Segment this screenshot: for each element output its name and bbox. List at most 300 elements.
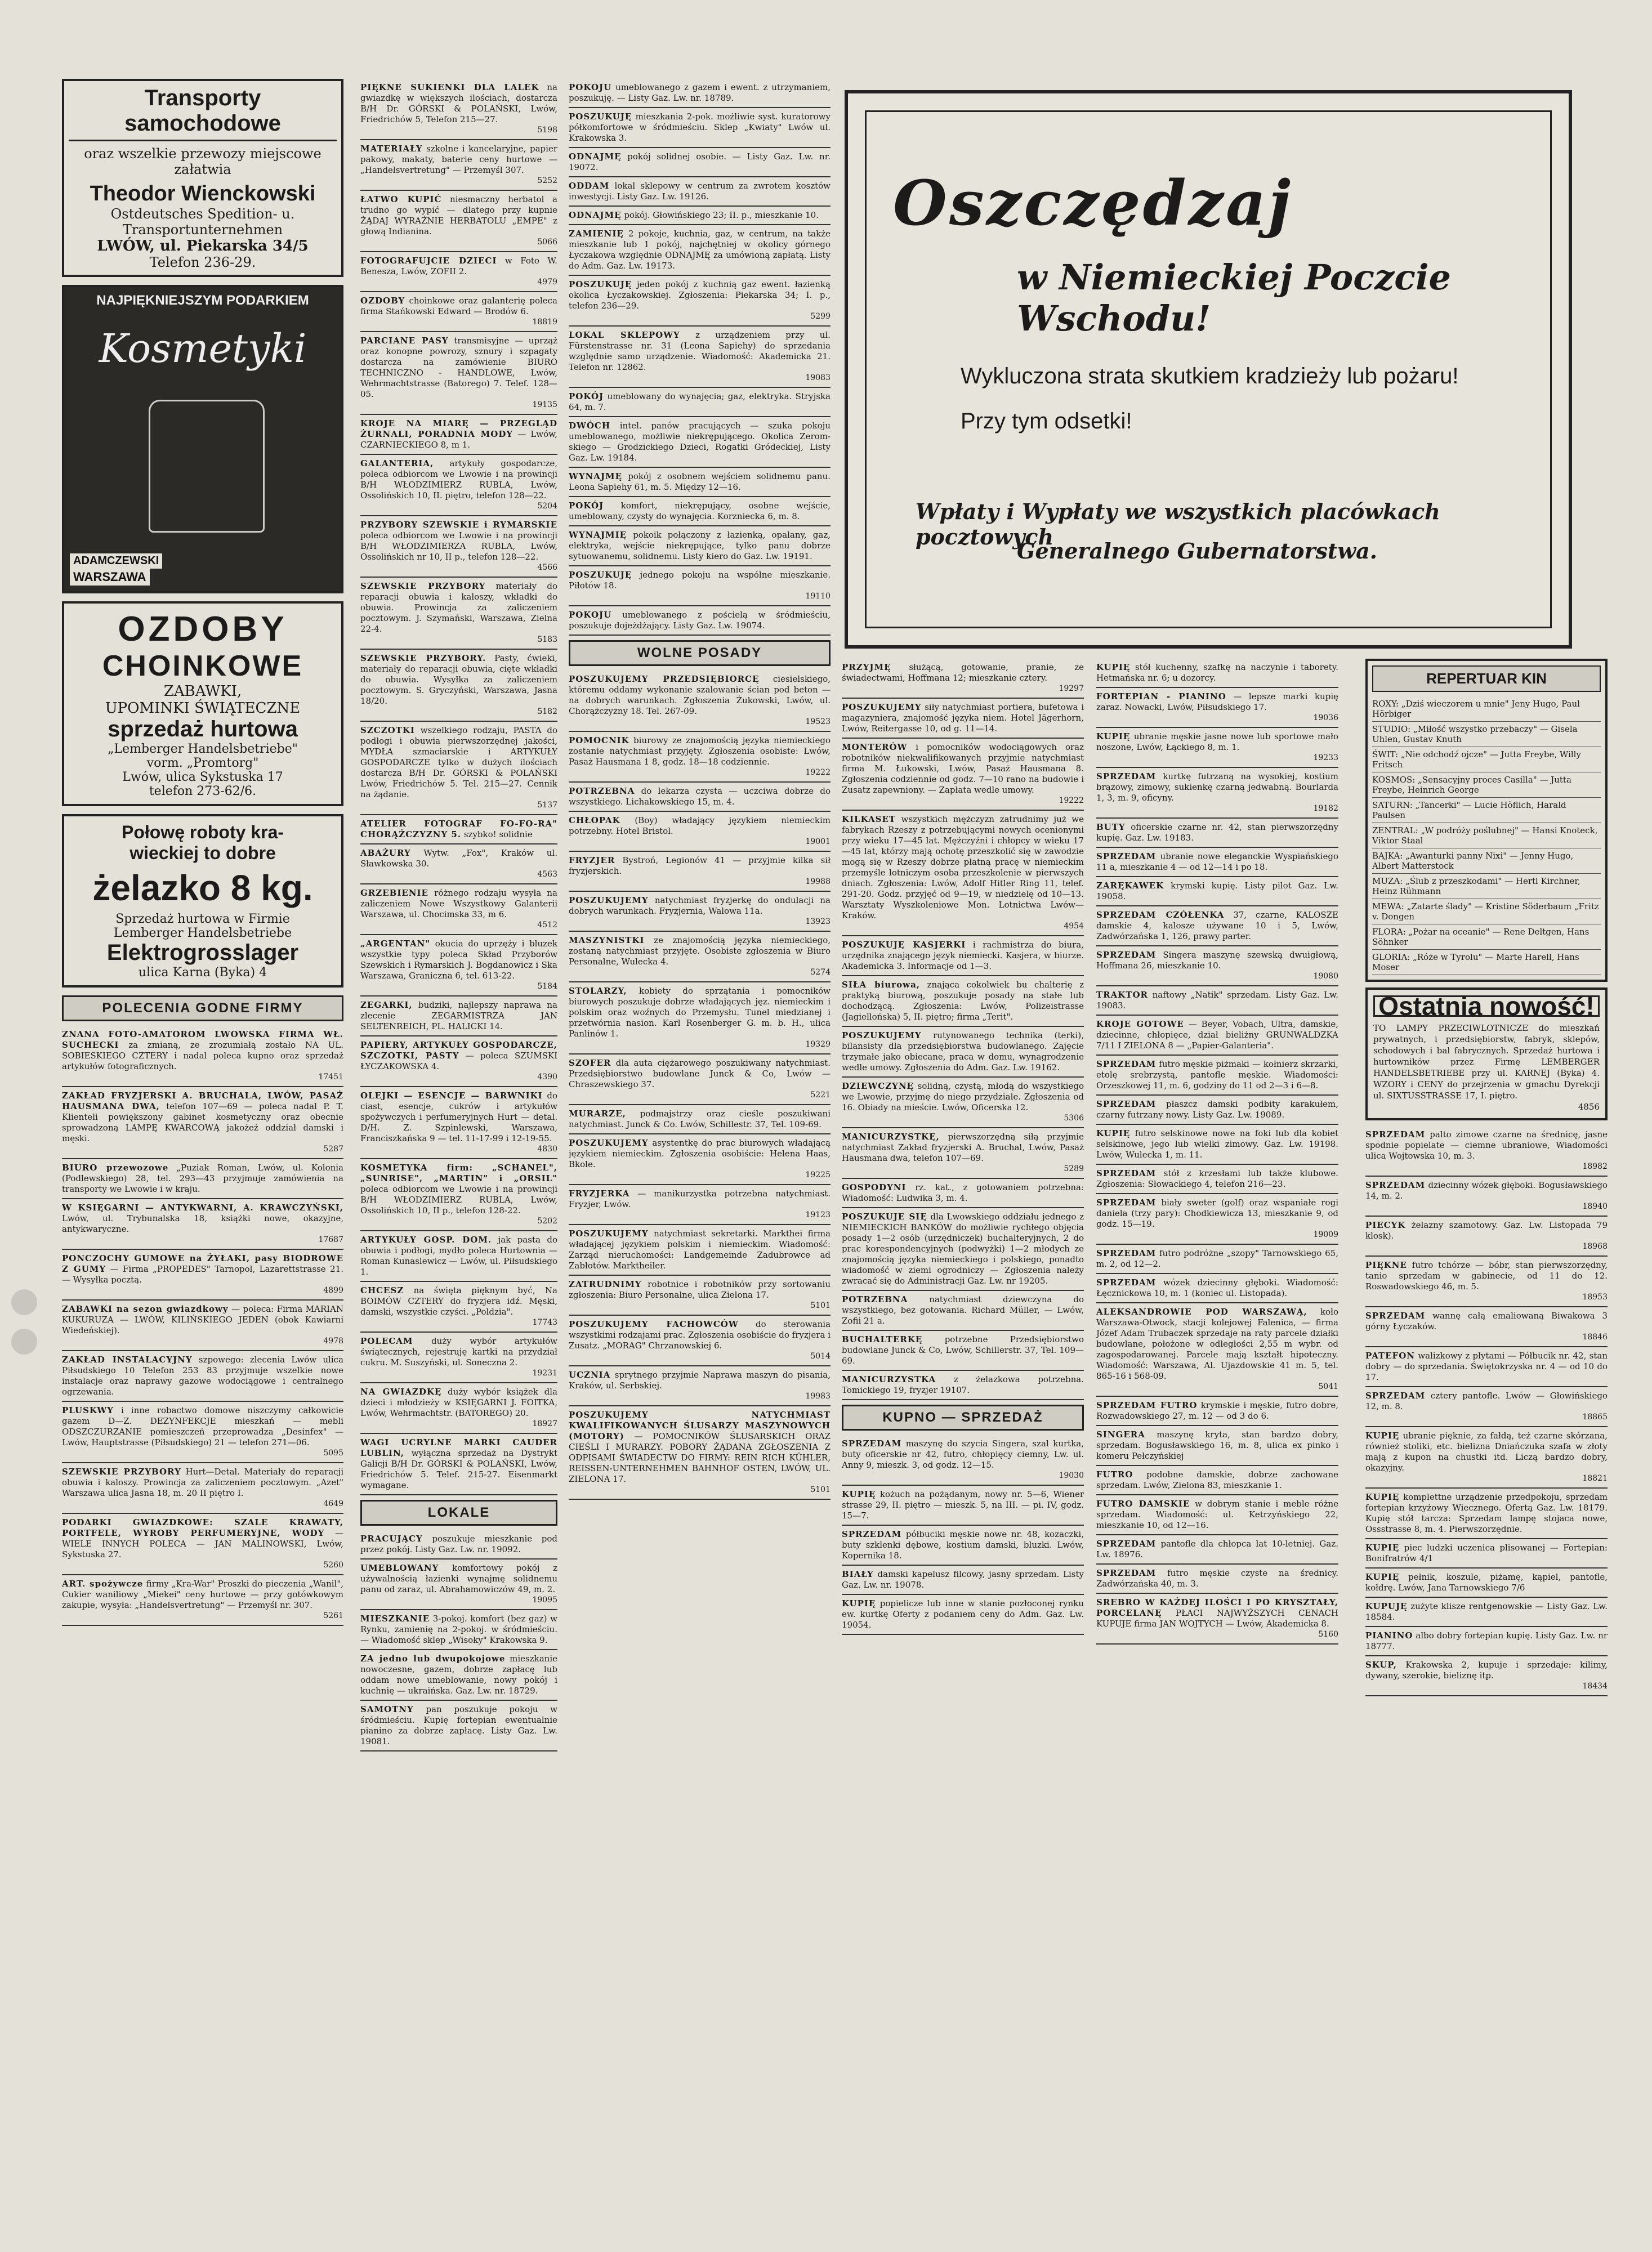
ad-keyword: PATEFON (1365, 1351, 1416, 1361)
ad-keyword: POKÓJ (569, 501, 604, 511)
kosmetyki-line2: Kosmetyki (99, 325, 307, 372)
ad-text: — WIELE INNYCH POLECA — JAN MALINOWSKI, Lwów, Sykstuska 27. (62, 1528, 343, 1560)
classified-ad (842, 699, 1084, 739)
polecenia-header: POLECENIA GODNE FIRMY (62, 995, 343, 1021)
ad-keyword: UMEBLOWANY (360, 1563, 439, 1573)
ad-text: Wytw. „Fox", Kraków ul. Sławkowska 30. (360, 848, 557, 869)
ad-keyword: KOSMETYKA firm: „SCHANEL", „SUNRISE", „MARTIN" i „ORSIL" (360, 1163, 557, 1183)
classified-ad (62, 1514, 343, 1575)
ad-text: maszynę do szycia Singera, szal kurtka, buty oficerskie nr 42, futro, chłopięcy ciemny, Lw. ul. Anny 9, mieszk. 3, od godz. 12—15. (842, 1438, 1084, 1470)
ad-keyword: ZNANA FOTO-AMATOROM LWOWSKA FIRMA WŁ. SUCHECKI (62, 1029, 343, 1050)
ad-number: 5066 (537, 238, 557, 247)
ad-keyword: WYNAJMIĘ (569, 530, 627, 540)
classified-ad (360, 1333, 557, 1383)
transport-line4: Telefon 236-29. (149, 254, 256, 270)
classified-ad (62, 1199, 343, 1250)
ad-number: 18927 (532, 1419, 557, 1428)
classified-ad (842, 1526, 1084, 1566)
ad-text: wyłączna sprzedaż na Dystrykt Galicji B/H Dr. GÓRSKI & POLAŃSKI, Lwów, Friedrichów 5. Telef. 215-27. Eisenmarkt wymagane. (360, 1448, 557, 1490)
zelazko-ad (62, 814, 343, 988)
ad-text: pokój. Głowińskiego 23; II. p., mieszkanie 10. (621, 210, 819, 220)
classified-ad (1096, 848, 1338, 877)
ad-text: potrzebne Przedsiębiorstwo budowlane Junck & Co, Lwów, Schillerstr. 37, Tel. 109—69. (842, 1334, 1084, 1366)
ad-keyword: GALANTERIA, (360, 458, 434, 468)
ad-number: 5287 (323, 1145, 343, 1154)
repertuar-list (1372, 696, 1601, 975)
ad-keyword: POSZUKUJĘ KASJERKI (842, 940, 966, 950)
ad-keyword: PRZYJMĘ (842, 662, 891, 672)
classified-ad (842, 1595, 1084, 1635)
ad-keyword: POSZUKUJEMY (842, 702, 922, 712)
ad-keyword: SZEWSKIE PRZYBORY (62, 1467, 181, 1477)
ad-keyword: PIANINO (1365, 1630, 1413, 1641)
cinema-listing: ROXY: „Dziś wieczorem u mnie" Jeny Hugo, Paul Hörbiger (1372, 696, 1601, 722)
ad-text: biały sweter (golf) oraz wspaniałe rogi daniela (trzy pary): Chodkiewicza 13, mieszkanie 9, od godz. 15—19. (1096, 1198, 1338, 1229)
ad-text: z żelazkowa potrzebna. Tomickiego 19, fryzjer 19107. (842, 1374, 1084, 1395)
ad-number: 19080 (1313, 972, 1338, 981)
ad-text: telefon 107—69 — poleca nadal P. T. Klienteli powiększony gabinet kosmetyczny oraz obecnie sprowadzoną LAMPĘ KWARCOWĄ jakożeż oddział damski i męski. (62, 1101, 343, 1143)
column-4 (842, 659, 1084, 2218)
classified-ad (569, 732, 831, 783)
ad-text: — lepsze marki kupię zaraz. Nowacki, Lwów, Piłsudskiego 17. (1096, 691, 1338, 712)
ad-keyword: SPRZEDAM (1096, 851, 1157, 861)
ad-number: 19001 (805, 837, 831, 846)
classified-ad (569, 1366, 831, 1406)
ad-keyword: POSZUKUJEMY (569, 1138, 649, 1148)
ad-keyword: POSZUKUJEMY FACHOWCÓW (569, 1319, 739, 1329)
classified-ad (569, 108, 831, 148)
classified-ad (1096, 819, 1338, 848)
ad-number: 18982 (1582, 1162, 1608, 1171)
ad-text: szkolne i kancelaryjne, papier pakowy, makaty, baterie ceny hurtowe — „Handelsvertretung" — Przemyśl 307. (360, 144, 557, 175)
ad-keyword: MANICURZYSTKA (842, 1374, 936, 1384)
ad-keyword: POMOCNIK (569, 735, 629, 745)
ad-keyword: PODARKI GWIAZDKOWE: SZALE KRAWATY, PORTFELE, WYROBY PERFUMERYJNE, WODY (62, 1517, 343, 1538)
classified-ad (1096, 659, 1338, 688)
ad-text: „Puziak Roman, Lwów, ul. Kolonia (Podlewskiego) 28, tel. 293—43 przyjmuje zamówienia na transporty we Lwowie i w kraju. (62, 1163, 343, 1194)
ad-number: 5041 (1318, 1382, 1338, 1391)
ad-text: półbuciki męskie nowe nr. 48, kozaczki, buty szklenki dębowe, kostium damski, bluzki. Lwów, Kopernika 18. (842, 1529, 1084, 1561)
ad-keyword: SPRZEDAM (1096, 1248, 1157, 1258)
ad-text: duży wybór artykułów świątecznych, rejestruję kartki na przydział cukru. M. Suszyński, ul. Sonecznа 2. (360, 1336, 557, 1368)
classified-ad (569, 566, 831, 606)
ad-number: 19983 (805, 1392, 831, 1401)
transport-name: Theodor Wienckowski (90, 182, 316, 205)
ad-keyword: SPRZEDAM (842, 1438, 902, 1449)
ozdoby-line7: telefon 273-62/6. (149, 784, 257, 798)
ad-number: 18821 (1582, 1474, 1608, 1483)
kosmetyki-line4: WARSZAWA (70, 569, 150, 586)
classified-ad (1096, 1535, 1338, 1565)
ad-text: sprytnego przyjmie Naprawa maszyn do pisania, Kraków, ul. Serbskiej. (569, 1370, 831, 1391)
ad-text: materiały do reparacji obuwia i kaloszy, wkładki do obuwia. Prowincja za zaliczeniem pocztowym. J. Szymański, Warszawa, Zielna 22-4. (360, 581, 557, 634)
classified-ad (842, 936, 1084, 976)
ad-text: — POMOCNIKÓW ŚLUSARSKICH ORAZ CIEŚLI I MURARZY. POBORY ŻĄDANA ZGŁOSZENIA Z ODPISAMI ŚWIADECTW DO FIRMY: REIN RICH KÜHLER, REISSEN-UNTERNEHMEN BAHNHOF OSTEN, LWÓW, UL. ZIELONA 17. (569, 1431, 831, 1484)
classified-ad (842, 976, 1084, 1027)
ad-keyword: SZEWSKIE PRZYBORY (360, 581, 486, 591)
classified-ad (1365, 1217, 1608, 1257)
ad-keyword: ZEGARKI, (360, 1000, 413, 1010)
ostatnia-text: TO LAMPY PRZECIWLOTNICZE do mieszkań prywatnych, i przedsiębiorstw, fabryk, sklepów, schodowych i bal fabrycznych. Sprzedaż hurtowa i hurtowników przez Firmę LEMBERGER HANDELSBETRIEBE przy ul. KARNEJ (Byka) 4. WZORY i CENY do przejrzenia w gmachu Dyrekcji ul. SIXTUSSTRASSE 17, I. piętro. (1373, 1023, 1600, 1101)
ad-text: krymski kupię. Listy pilot Gaz. Lw. 19058. (1096, 881, 1338, 901)
ad-text: jeden pokój z kuchnią gaz ewent. łazienką okolica Łyczakowskiej. Zgłoszenia: Piekarska 34; I. p., telefon 236—29. (569, 279, 831, 311)
ad-text: i pomocników wodociągowych oraz robotników niekwalifikowanych przyjmie natychmiast firma M. Łukowski, Lwów, Pasaż Hausmana 8. Zgłoszenia codziennie od godz. 7—10 rano na budowie i Zusatz zapewniony. — Zapłata wedle umowy. (842, 742, 1084, 795)
ad-text: wszystkich mężczyzn zatrudnimy już we fabrykach Rzeszy z potrzebującymi nowych ocenionymi przy wieku 17—45 lat. Mężczyźni i chłopcy w wieku 17—45 lat, którzy mają ochotę przeszkolić się w zawodzie mogą się w Rzeszy dobrze płatną pracę w niemieckim przemyśle lotniczym osoba przeszkolenie w pierwszych dniach. Zgłoszenia: Lwów, Adolf Hitler Ring 11, telef. 291-20. Godz. przyjęć od 9—19, w niedzielę od 10—13. Warsztaty Wyszkoleniowe Mon. Lotnictwa Lwów—Kraków. (842, 814, 1084, 921)
ad-text: kurtkę futrzaną na wysokiej, kostium brązowy, zimowy, sukienkę czarną jedwabną. Bourlarda 1, 3, m. 9, oficyny. (1096, 771, 1338, 803)
ad-text: podobne damskie, dobrze zachowane sprzedam. Lwów, Zielona 83, mieszkanie 1. (1096, 1469, 1338, 1490)
ad-text: ciesielskiego, któremu oddamy wykonanie szalowanie ścian pod beton — na dobrych warunkach. Zgłoszenia Żukowski, Lwów, ul. Chorążczyzny 18. Tel. 267-09. (569, 674, 831, 716)
classified-ad (569, 388, 831, 417)
ad-number: 5198 (537, 126, 557, 135)
ad-number: 5101 (810, 1301, 831, 1310)
ad-number: 4649 (323, 1499, 343, 1508)
ad-number: 5137 (537, 801, 557, 810)
ad-text: pierwszorzędną siłą przyjmie natychmiast Zakład fryzjerski A. Bruchal, Lwów, Pasaż Hausmana dwa, telefon 107—69. (842, 1132, 1084, 1163)
ad-number: 5014 (810, 1352, 831, 1361)
ozdoby-title2: CHOINKOWE (102, 650, 303, 682)
ad-keyword: OZDOBY (360, 296, 405, 306)
ad-text: kożuch na pożądanym, nowy nr. 5—6, Wiener strasse 29, II. piętro — mieszk. 5, na III. — pi. IV, godz. 15—7. (842, 1489, 1084, 1521)
classified-ad (842, 1435, 1084, 1486)
ad-keyword: SZCZOTKI (360, 725, 415, 735)
ad-text: siły natychmiast portiera, bufetowa i magazyniera, znajomość języka niem. Hotel Jägerhorn, Lwów, Reitergasse 10, od g. 11—14. (842, 702, 1084, 734)
classified-ad (569, 526, 831, 566)
ad-number: 18953 (1582, 1293, 1608, 1302)
ad-keyword: POSZUKUJĘ (569, 279, 632, 289)
ad-keyword: ZATRUDNIMY (569, 1279, 642, 1289)
ad-text: palto zimowe czarne na średnicę, jasne spodnie popielate — ciemne ubraniowe, Wiadomości ulica Wojtowska 10, m. 3. (1365, 1129, 1608, 1161)
classified-ad (360, 815, 557, 844)
ad-keyword: ARTYKUŁY GOSP. DOM. (360, 1235, 492, 1245)
zelazko-line5: Lemberger Handelsbetriebe (113, 926, 292, 940)
ad-number: 18819 (532, 318, 557, 327)
ad-text: kobiety do sprzątania i pomocników biurowych poszukuje dobrze władających jęz. niemieckim i polskim oraz woźnych do Przemysłu. Tunel miedzianej i przetwórnia nasion. Karl Rosenberger G. m. b. H., ulica Panlinów 1. (569, 986, 831, 1039)
ad-text: pokoik połączony z łazienką, opalany, gaz, elektryka, wejście niekrępujące, tylko panu dobrze sytuowanemu, solidnemu. Listy kiero do Gaz. Lw. 19191. (569, 530, 831, 561)
ad-text: dla auta ciężarowego poszukiwany natychmiast. Przedsiębiorstwo budowlane Junck & Co, Lwów — Chraszewskiego 37. (569, 1058, 831, 1089)
ad-text: żelazny szamotowy. Gaz. Lw. Listopada 79 klosk). (1365, 1220, 1608, 1241)
column-1 (62, 79, 343, 2218)
ad-number: 19009 (1313, 1230, 1338, 1239)
ad-text: biurowy ze znajomością języka niemieckiego zostanie natychmiast przyjęty. Zgłoszenia osobiste: Lwów, Pasaż Hausmana 1 8, godz. 18—18 codziennie. (569, 735, 831, 767)
ad-text: ubranie nowe eleganckie Wyspiańskiego 11 a, mieszkanie 4 — od 12—14 i po 18. (1096, 851, 1338, 872)
ad-keyword: STOLARZY, (569, 986, 627, 996)
ad-keyword: FUTRO (1096, 1469, 1133, 1480)
ad-text: komfort, niekrępujący, osobne wejście, umeblowany, czysty do wynajęcia. Korzniecka 6, m. 8. (569, 501, 831, 521)
ad-text: niesmaczny herbatol a trudno go wypić — dlatego przy kupnie ŻĄDAJ WYRAŹNIE HERBATOLU „EMPE" z głową Indianina. (360, 194, 557, 236)
classified-ad (1096, 688, 1338, 728)
ad-text: futro selskinowe nowe na foki lub dla kobiet selskinowe, jego lub wielki zimowy. Gaz. Lw. 19198. Lwów, Wulecka 1, m. 11. (1096, 1128, 1338, 1160)
ad-text: dziecinny wózek głęboki. Bogusławskiego 14, m. 2. (1365, 1180, 1608, 1201)
ad-keyword: PONCZOCHY GUMOWE na ŻYŁAKI, pasy BIODROWE Z GUMY (62, 1253, 343, 1274)
classified-ad (360, 1610, 557, 1650)
ad-number: 4512 (537, 921, 557, 930)
ad-text: artykuły gospodarcze, poleca odbiorcom we Lwowie i na prowincji B/H WŁODZIMIERZ RUBLA, Lwów, Ossolińskich 10, II. piętro, telefon 128—22. (360, 458, 557, 501)
classified-ad (842, 1027, 1084, 1078)
ad-text: (Boy) władający językiem niemieckim potrzebny. Hotel Bristol. (569, 815, 831, 836)
ad-keyword: OLEJKI — ESENCJE — BARWNIKI (360, 1091, 543, 1101)
ad-keyword: ZAMIENIĘ (569, 229, 624, 239)
ad-keyword: POSZUKUJĘ (569, 111, 632, 122)
ad-text: mieszkanie nowoczesne, gazem, dobrze zapłacę lub oddam nowe umeblowanie, nowy pokój i kuchnię — ukraińskа. Gaz. Lw. nr. 18729. (360, 1654, 557, 1696)
ad-keyword: FORTEPIAN - PIANINO (1096, 691, 1226, 701)
classified-ad (360, 415, 557, 455)
ad-keyword: MATERIAŁY (360, 144, 423, 154)
classified-ad (360, 191, 557, 252)
ad-text: mieszkania 2-pok. możliwie syst. kuratorowy półkomfortowe w śródmieściu. Sklep „Kwiaty" Lwów ul. Krakowska 3. (569, 111, 831, 143)
classified-ad (569, 207, 831, 225)
classified-ad (1365, 1126, 1608, 1177)
classified-ad (842, 1566, 1084, 1595)
ad-text: do sterowania wszystkimi rodzajami prac. Zgłoszenia osobiście do fryzjera i Zusatz. „MORAG" Chrzanowskiej 6. (569, 1319, 831, 1351)
ad-keyword: CHCESZ (360, 1285, 404, 1295)
ad-number: 18434 (1582, 1682, 1608, 1691)
ad-text: z urządzeniem przy ul. Fürstenstrasse nr. 31 (Leona Sapiehy) do sprzedania względnie samo urządzenie. Wiadomość: Akademicka 21. Telefon nr. 12862. (569, 330, 831, 372)
ad-text: poleca odbiorcom we Lwowie i na prowincji B/H WŁODZIMIERZA RUBLA, Lwów, Ossolińskich nr 10, II p., telefon 128—22. (360, 530, 557, 562)
banner-line1: Wykluczona strata skutkiem kradzieży lub pożaru! (961, 364, 1459, 388)
ad-text: i inne robactwo domowe niszczymy całkowicie gazem D—Z. DEZYNFEKCJE mieszkań — mebli ODSZCZURZANIE pomieszczeń przeprowadza „Desinfex" — Lwów, Hauptstrasse (Piłsudskiego) 21 — telefon 271—06. (62, 1405, 343, 1447)
classified-ad (1096, 1165, 1338, 1194)
ad-keyword: SPRZEDAM (1365, 1180, 1426, 1190)
ad-keyword: ZAKŁAD FRYZJERSKI A. BRUCHALA, LWÓW, PASAŻ HAUSMANA DWA, (62, 1091, 343, 1111)
classified-ad (1096, 877, 1338, 906)
ad-text: PŁACI NAJWYŻSZYCH CENACH KUPUJE firma JAN WOJTYCH — Lwów, Akademicka 8. (1096, 1608, 1338, 1629)
ad-keyword: PRZYBORY SZEWSKIE i RYMARSKIE (360, 520, 557, 530)
classified-ad (842, 659, 1084, 699)
ad-keyword: POTRZEBNA (569, 786, 635, 796)
ad-keyword: KUPIĘ (842, 1489, 876, 1499)
ad-keyword: UCZNIA (569, 1370, 611, 1380)
ad-keyword: SKUP, (1365, 1660, 1397, 1670)
classified-ad (62, 1351, 343, 1402)
ad-keyword: PIĘKNE (1365, 1260, 1407, 1270)
classified-ad (1096, 1245, 1338, 1274)
perfume-bottle-image (149, 400, 265, 533)
classified-ad (1096, 1016, 1338, 1056)
ad-text: komplettne urządzenie przedpokoju, sprzedam fortepian krzyżowy Wiecznego. Ofertą Gaz. Lw. 18179. Kupię stół tarcza: Sprzedam lampę stojaca nowe, Ossstrasse 8, m. 4. Pierwszorzędnie. (1365, 1492, 1608, 1534)
ad-text: do ciast, esencje, cukrów i artykułów spożywczych i perfumeryjnych Hurt — detal. D/H. Z. Szpinlewski, Warszawa, Franciszkańska 9 — tel. 11-17-99 i 12-19-55. (360, 1091, 557, 1143)
ad-text: podmajstrzy oraz cieśle poszukiwani natychmiast. Junck & Co. Lwów, Schillestr. 37, Tel. 109-69. (569, 1109, 831, 1129)
classified-ad (569, 671, 831, 732)
classified-ad (360, 935, 557, 997)
ad-text: Krakowska 2, kupuje i sprzedaje: kilimy, dywany, szerokie, bieliznę itp. (1365, 1660, 1608, 1681)
ad-number: 5221 (810, 1091, 831, 1100)
column-4-ads (842, 659, 1084, 1400)
ad-keyword: SPRZEDAM (1096, 771, 1157, 781)
classified-ad (569, 1185, 831, 1225)
zelazko-line3: żelazko 8 kg. (92, 868, 313, 908)
ad-keyword: CHŁOPAK (569, 815, 620, 825)
ad-text: wszelkiego rodzaju, PASTA do podłogi i obuwia pierwszorzędnej jakości, MYDŁA szmaciarskie i ARTYKUŁY GOSPODARCZE tylko w dużych ilościach dostarcza B/H Dr. GÓRSKI & POLAŃSKI Lwów, Friedrichów 5. Tel. 215—27. Cennik na żądanie. (360, 725, 557, 799)
ozdoby-line4: „Lemberger Handelsbetriebe" (108, 742, 298, 756)
ad-text: wózek dziecinny głęboki. Wiadomość: Łęcznickowa 10, m. 1 (koniec ul. Listopada). (1096, 1277, 1338, 1298)
ad-keyword: SPRZEDAM (1096, 1539, 1157, 1549)
classified-ad (569, 1406, 831, 1500)
ad-keyword: DZIEWCZYNĘ (842, 1081, 914, 1091)
classified-ad (569, 1316, 831, 1366)
ad-keyword: BUCHALTERKĘ (842, 1334, 923, 1344)
ad-number: 13923 (805, 917, 831, 926)
ad-keyword: ART. spożywcze (62, 1579, 144, 1589)
ad-keyword: POSZUKUJĘ (569, 570, 632, 580)
classified-ad (1365, 1489, 1608, 1539)
ad-number: 18846 (1582, 1333, 1608, 1342)
ad-keyword: KUPIĘ (842, 1598, 876, 1608)
ad-text: różnego rodzaju wysyła na zaliczeniem Nowe Wszystkowy Galanterii Warszawa, ul. Chocimska 33, m 6. (360, 888, 557, 919)
classified-ad (569, 783, 831, 812)
ad-number: 5204 (537, 502, 557, 511)
ad-keyword: KROJE GOTOWE (1096, 1019, 1184, 1029)
ad-keyword: GRZEBIENIE (360, 888, 428, 898)
ad-keyword: ZA jedno lub dwupokojowe (360, 1654, 506, 1664)
ad-keyword: SPRZEDAM (1096, 1277, 1157, 1288)
ad-text: szpowego: zlecenia Lwów ulica Piłsudskiego 10 Telefon 253 83 przyjmuje wszelkie nowe instalacje oraz naprawy gazowe wodociągowe i centralnego ogrzewania. (62, 1355, 343, 1397)
ad-keyword: SREBRO W KAŻDEJ ILOŚCI I PO KRYSZTAŁY, PORCELANĘ (1096, 1597, 1338, 1618)
ad-text: maszynę kryta, stan bardzo dobry, sprzedam. Bogusławskiego 16, m. 8, ulica ex pinko i komeru Pełczyńskiej (1096, 1429, 1338, 1461)
ad-keyword: W KSIĘGARNI — ANTYKWARNI, A. KRAWCZYŃSKI, (62, 1203, 343, 1213)
ad-number: 19036 (1313, 713, 1338, 722)
ad-keyword: ABAŻURY (360, 848, 411, 858)
ad-keyword: KUPUJĘ (1365, 1601, 1408, 1611)
lokale-list (360, 1530, 557, 1751)
ad-keyword: POSZUKUJEMY (569, 1228, 649, 1239)
ad-keyword: KUPIĘ (1365, 1431, 1400, 1441)
ad-keyword: GOSPODYNI (842, 1182, 907, 1192)
ad-text: popielicze lub inne w stanie pozłoconej rynku ew. kurtkę Oferty z podaniem ceny do Adm. Gaz. Lw. 19054. (842, 1598, 1084, 1630)
ad-keyword: POSZUKUJEMY NATYCHMIAST KWALIFIKOWANYCH ŚLUSARZY MASZYNOWYCH (MOTORY) (569, 1410, 831, 1441)
classified-ad (360, 1650, 557, 1701)
ad-number: 5095 (323, 1449, 343, 1458)
ad-text: ubranie męskie jasne nowe lub sportowe mało noszone, Lwów, Łąckiego 8, m. 1. (1096, 731, 1338, 752)
ad-text: Hurt—Detal. Materiały do reparacji obuwia i kaloszy. Prowincja za zaliczeniem pocztowym. „Azet" Warszawa ulica Jasna 18, m. 20 II piętro I. (62, 1467, 343, 1498)
column-6 (1365, 659, 1608, 2218)
ad-keyword: ZAKŁAD INSTALACYJNY (62, 1355, 193, 1365)
kosmetyki-line3: ADAMCZEWSKI (70, 553, 162, 569)
ad-text: natychmiast fryzjerkę do ondulacji na dobrych warunkach. Fryzjernia, Walowa 11a. (569, 895, 831, 916)
classified-ad (360, 722, 557, 815)
ad-text: krymskie i męskie, futro dobre, Rozwadowskiego 27, m. 12 — od 3 do 6. (1096, 1400, 1338, 1421)
ad-text: w Foto W. Benesza, Lwów, ZOFII 2. (360, 256, 557, 276)
classified-ad (62, 1026, 343, 1087)
ad-text: oficerskie czarne nr. 42, stan pierwszorzędny kupię. Gaz. Lw. 19183. (1096, 822, 1338, 843)
classified-ad (360, 455, 557, 516)
ad-keyword: MIESZKANIE (360, 1614, 430, 1624)
classified-ad (1096, 986, 1338, 1016)
ad-keyword: FUTRO DAMSKIE (1096, 1499, 1190, 1509)
ad-keyword: BIAŁY (842, 1569, 874, 1579)
ad-text: stół z krzesłami lub także klubowe. Zgłoszenia: Słowackiego 4, telefon 216—23. (1096, 1168, 1338, 1189)
classified-ad (360, 79, 557, 140)
classified-ad (1365, 1569, 1608, 1598)
ad-number: 18865 (1582, 1413, 1608, 1422)
transport-line1: oraz wszelkie przewozy miejscowe załatwia (84, 146, 322, 177)
cinema-listing: ZENTRAL: „W podróży poślubnej" — Hansi Knoteck, Viktor Staal (1372, 823, 1601, 848)
classified-ad (1365, 1539, 1608, 1569)
ad-text: — Firma „PROPEDES" Tarnopol, Lazarettstrasse 21. — Wysyłka pocztą. (62, 1264, 343, 1285)
kupno-sprzedaz-list (842, 1435, 1084, 1635)
ad-number: 5183 (537, 635, 557, 644)
lokale-header: LOKALE (360, 1500, 557, 1526)
ad-keyword: SPRZEDAM (842, 1529, 902, 1539)
ad-text: choinkowe oraz galanterię poleca firma Stańkowski Edward — Brodów 6. (360, 296, 557, 316)
ad-text: pan poszukuje pokoju w śródmieściu. Kupię fortepian ewentualnie pianino za dobrze zapłacę. Listy Gaz. Lw. 19081. (360, 1704, 557, 1746)
classified-ad (62, 1087, 343, 1159)
ozdoby-line2: UPOMINKI ŚWIĄTECZNE (105, 700, 301, 717)
ad-number: 5274 (810, 968, 831, 977)
ad-keyword: SPRZEDAM (1365, 1311, 1426, 1321)
ad-keyword: KUPIĘ (1096, 731, 1131, 741)
ad-text: poleca odbiorcom we Lwowie i na prowincji B/H WŁODZIMIERZ RUBLA, Lwów, Ossolińskich 10, II p., telefon 128-22. (360, 1184, 557, 1216)
classified-ad (1096, 1274, 1338, 1303)
classified-ad (1096, 1303, 1338, 1397)
ad-number: 19182 (1313, 804, 1338, 813)
ad-text: — Lwów, CZARNIECKIEGO 8, m 1. (360, 429, 557, 450)
ad-text: Singera maszynę szewską dwuigłową, Hoffmana 26, mieszkanie 10. (1096, 950, 1338, 971)
ad-keyword: FRYZJER (569, 855, 615, 865)
ad-text: ubranie pięknie, za fałdą, też czarne skórzana, również stoliki, etc. bielizna Dniańczuka szafa w złoty mają z kupon na chustki itd. Liczą bardzo dobry, okazyjny. (1365, 1431, 1608, 1473)
ad-keyword: POKOJU (569, 82, 612, 92)
ad-number: 5101 (810, 1485, 831, 1494)
classified-ad (569, 417, 831, 468)
ozdoby-title1: OZDOBY (118, 610, 288, 649)
classified-ad (360, 140, 557, 191)
classified-ad (842, 1486, 1084, 1526)
ad-number: 19231 (532, 1369, 557, 1378)
ad-keyword: SPRZEDAM (1365, 1391, 1426, 1401)
ad-keyword: PARCIANE PASY (360, 336, 449, 346)
classified-ad (842, 1179, 1084, 1208)
ad-text: umeblowany do wynajęcia; gaz, elektryka. Stryjska 64, m. 7. (569, 391, 831, 412)
ad-keyword: ATELIER FOTOGRAF FO-FO-RA" CHORĄŻCZYZNY 5. (360, 819, 557, 839)
ad-text: — manikurzystka potrzebna natychmiast. Fryzjer, Lwów. (569, 1188, 831, 1209)
cinema-listing: ŚWIT: „Nie odchodź ojcze" — Jutta Freybe, Willy Fritsch (1372, 747, 1601, 772)
ad-number: 4978 (323, 1337, 343, 1346)
classified-ad (1365, 1427, 1608, 1489)
wolne-posady-header: WOLNE POSADY (569, 640, 831, 666)
ad-number: 4899 (323, 1286, 343, 1295)
classified-ad (360, 997, 557, 1036)
zelazko-line7: ulica Karna (Byka) 4 (138, 966, 267, 980)
ad-keyword: MASZYNISTKI (569, 935, 645, 945)
ad-text: Bystroń, Legionów 41 — przyjmie kilka sił fryzjerskich. (569, 855, 831, 876)
classified-lower-right (842, 659, 1608, 2218)
classified-ad (1365, 1257, 1608, 1307)
ad-keyword: ZABAWKI na sezon gwiazdkowy (62, 1304, 229, 1314)
ad-text: za zmianą, ze zrozumiałą zostało NA UL. SOBIESKIEGO CZTERY i nadal poleca kupno oraz sprzedaż artykułów fotograficznych. (62, 1040, 343, 1071)
ozdoby-line3: sprzedaż hurtowa (108, 717, 298, 741)
cinema-listing: SATURN: „Tancerki" — Lucie Höflich, Harald Paulsen (1372, 798, 1601, 823)
ad-number: 18968 (1582, 1242, 1608, 1251)
classified-ad (360, 1036, 557, 1087)
ad-keyword: NA GWIAZDKĘ (360, 1387, 442, 1397)
ad-text: pokój z osobnem wejściem solidnemu panu. Leona Sapiehy 61, m. 5. Między 12—16. (569, 471, 831, 492)
ad-text: jak pasta do obuwia i podłogi, mydło poleca Hurtownia — Roman Kunaslewicz — Lwów, ul. Piłsudskiego 1. (360, 1235, 557, 1277)
ad-keyword: SPRZEDAM CZÓŁENKA (1096, 910, 1225, 920)
classified-ad (1096, 1466, 1338, 1495)
ad-text: transmisyjne — uprząż oraz konopne powrozy, sznury i szpagaty dostarcza na zamówienie BIURO TECHNICZNO - HANDLOWE, Lwów, Wehrmachtstrasse (Batorego) 7. Telef. 128—05. (360, 336, 557, 399)
classified-ad (360, 1434, 557, 1495)
ad-keyword: TRAKTOR (1096, 990, 1148, 1000)
ad-text: piec ludzki uczenica plisowanej — Fortepian: Bonifratrów 4/1 (1365, 1543, 1608, 1563)
ad-number: 4979 (537, 278, 557, 287)
ad-text: dla Lwowskiego oddziału jednego z NIEMIECKICH BANKÓW do możliwie rychłego objęcia posady 1—2 osób (urzędniczek) buchalteryjnych, 2 do prac korespondencyjnych (podwyżki) 1—2 młodych ze znajomością języka niemieckiego i polskiego, ponadto wiadomość w ziemi ogrodniczy — Zgłoszenia należy zwracać się do Administracji Gaz. Lw. nr 19205. (842, 1212, 1084, 1286)
classified-ad (62, 1301, 343, 1351)
ad-keyword: POSZUKUJEMY (842, 1030, 922, 1040)
ad-text: naftowy „Natik" sprzedam. Listy Gaz. Lw. 19083. (1096, 990, 1338, 1011)
ad-number: 17687 (318, 1235, 343, 1244)
ad-text: na gwiazdkę w większych ilościach, dostarcza B/H Dr. GÓRSKI & POLAŃSKI, Lwów, Friedrichów 5, Telefon 215—27. (360, 82, 557, 124)
ad-text: okucia do uprzęży i bluzek wszystkie typy poleca Skład Przyborów Szewskich i Rymarskich J. Bogdanowicz i Ska Warszawa, Graniczna 6, tel. 613-22. (360, 939, 557, 981)
ad-number: 19222 (1059, 796, 1084, 805)
